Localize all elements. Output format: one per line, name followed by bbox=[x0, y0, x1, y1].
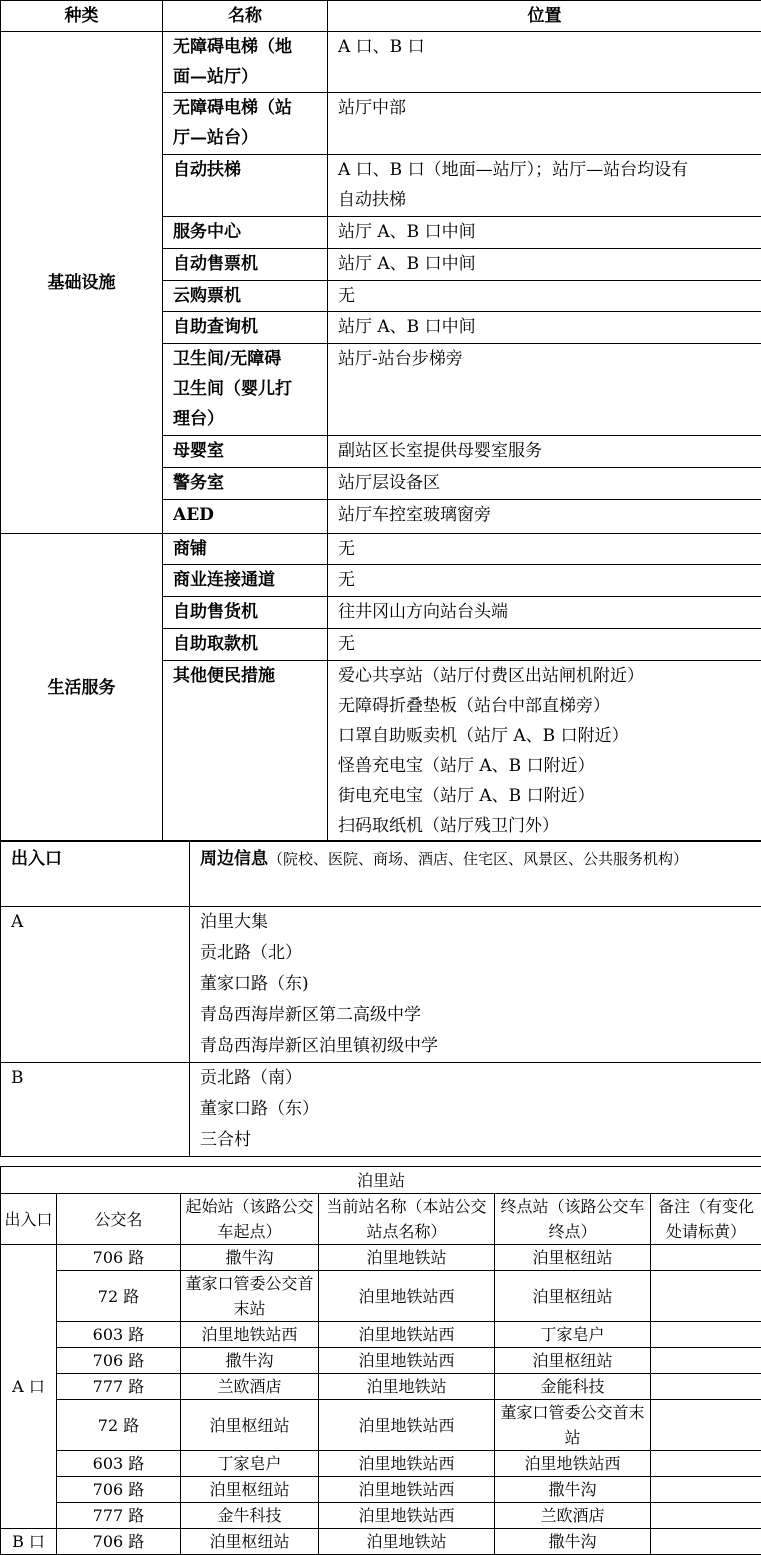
bus-header-row bbox=[1, 1194, 761, 1245]
bus-start-cell: 董家口管委公交首末站 bbox=[181, 1271, 319, 1322]
header-position: 位置 bbox=[328, 1, 761, 32]
bus-end-cell: 泊里地铁站西 bbox=[495, 1451, 651, 1477]
facility-position-line: 副站区长室提供母婴室服务 bbox=[338, 436, 755, 466]
place-item: 三合村 bbox=[200, 1125, 761, 1156]
facility-name-line: 卫生间（婴儿打 bbox=[173, 374, 321, 404]
bus-current-cell: 泊里地铁站西 bbox=[319, 1271, 495, 1322]
bus-bus-cell: 777 路 bbox=[57, 1503, 181, 1529]
facility-position bbox=[328, 217, 761, 249]
bus-start-cell: 金牛科技 bbox=[181, 1503, 319, 1529]
bus-end-cell: 兰欧酒店 bbox=[495, 1503, 651, 1529]
facility-name bbox=[163, 249, 328, 281]
facility-position bbox=[328, 312, 761, 344]
bus-current-cell: 泊里地铁站 bbox=[319, 1529, 495, 1555]
facility-position bbox=[328, 436, 761, 468]
facility-row bbox=[1, 32, 761, 93]
facility-position bbox=[328, 565, 761, 597]
facility-name-line: 厅—站台） bbox=[173, 123, 321, 153]
facility-name-line: 其他便民措施 bbox=[173, 661, 321, 691]
facility-name-line: 面—站厅） bbox=[173, 62, 321, 92]
bus-bus-cell: 72 路 bbox=[57, 1400, 181, 1451]
exit-b-cell: B 口 bbox=[1, 1529, 57, 1555]
facility-name bbox=[163, 32, 328, 93]
bus-bus-cell: 706 路 bbox=[57, 1245, 181, 1271]
bus-row bbox=[1, 1529, 761, 1555]
bus-end-cell: 泊里枢纽站 bbox=[495, 1245, 651, 1271]
bus-row bbox=[1, 1503, 761, 1529]
bus-current-cell: 泊里地铁站西 bbox=[319, 1348, 495, 1374]
bus-end-cell: 撒牛沟 bbox=[495, 1529, 651, 1555]
bus-current-cell: 泊里地铁站西 bbox=[319, 1477, 495, 1503]
bus-note-cell bbox=[651, 1322, 761, 1348]
exit-label: B bbox=[1, 1063, 190, 1157]
facility-name-line: 云购票机 bbox=[173, 281, 321, 311]
category-cell: 基础设施 bbox=[1, 32, 163, 534]
bus-bus-cell: 72 路 bbox=[57, 1271, 181, 1322]
facility-name-line: 自助售货机 bbox=[173, 597, 321, 627]
header-exit: 出入口 bbox=[1, 1194, 57, 1245]
facility-name bbox=[163, 436, 328, 468]
header-info bbox=[190, 841, 761, 907]
bus-note-cell bbox=[651, 1529, 761, 1555]
bus-row bbox=[1, 1451, 761, 1477]
places-cell bbox=[190, 1063, 761, 1157]
bus-start-cell: 兰欧酒店 bbox=[181, 1374, 319, 1400]
facility-name-line: 商业连接通道 bbox=[173, 565, 321, 595]
facility-position-line: 站厅-站台步梯旁 bbox=[338, 344, 755, 374]
surroundings-row-b bbox=[1, 1063, 761, 1157]
bus-bus-cell: 706 路 bbox=[57, 1348, 181, 1374]
facility-position-line: 口罩自助贩卖机（站厅 A、B 口附近） bbox=[338, 721, 755, 751]
bus-bus-cell: 603 路 bbox=[57, 1451, 181, 1477]
facility-position bbox=[328, 629, 761, 661]
bus-start-cell: 撒牛沟 bbox=[181, 1245, 319, 1271]
facility-position bbox=[328, 468, 761, 500]
facility-name-line: 自动售票机 bbox=[173, 249, 321, 279]
surroundings-table bbox=[0, 840, 761, 1157]
facility-position-line: 无 bbox=[338, 629, 755, 659]
facility-position-line: A 口、B 口（地面—站厅）；站厅—站台均设有 bbox=[338, 155, 755, 185]
facility-position-line: 爱心共享站（站厅付费区出站闸机附近） bbox=[338, 661, 755, 691]
facility-position bbox=[328, 661, 761, 842]
bus-start-cell: 泊里地铁站西 bbox=[181, 1322, 319, 1348]
bus-end-cell: 董家口管委公交首末站 bbox=[495, 1400, 651, 1451]
bus-bus-cell: 777 路 bbox=[57, 1374, 181, 1400]
bus-note-cell bbox=[651, 1400, 761, 1451]
header-name: 名称 bbox=[163, 1, 328, 32]
facility-name bbox=[163, 565, 328, 597]
place-item: 青岛西海岸新区第二高级中学 bbox=[200, 1000, 761, 1031]
facility-name-line: 卫生间/无障碍 bbox=[173, 344, 321, 374]
bus-current-cell: 泊里地铁站 bbox=[319, 1245, 495, 1271]
facility-name bbox=[163, 534, 328, 565]
bus-row bbox=[1, 1400, 761, 1451]
facility-position-line: 无 bbox=[338, 281, 755, 311]
bus-bus-cell: 706 路 bbox=[57, 1529, 181, 1555]
bus-end-cell: 丁家皂户 bbox=[495, 1322, 651, 1348]
header-end: 终点站（该路公交车终点） bbox=[495, 1194, 651, 1245]
bus-start-cell: 泊里枢纽站 bbox=[181, 1477, 319, 1503]
facility-position bbox=[328, 32, 761, 93]
bus-note-cell bbox=[651, 1271, 761, 1322]
facility-position-line: 无障碍折叠垫板（站台中部直梯旁） bbox=[338, 691, 755, 721]
places-cell bbox=[190, 907, 761, 1063]
facility-position bbox=[328, 344, 761, 436]
facility-position bbox=[328, 93, 761, 155]
place-item: 青岛西海岸新区泊里镇初级中学 bbox=[200, 1031, 761, 1062]
facility-position-line: 无 bbox=[338, 534, 755, 564]
station-title: 泊里站 bbox=[1, 1167, 761, 1194]
bus-bus-cell: 603 路 bbox=[57, 1322, 181, 1348]
facility-name bbox=[163, 217, 328, 249]
exit-label: A bbox=[1, 907, 190, 1063]
bus-note-cell bbox=[651, 1374, 761, 1400]
bus-start-cell: 泊里枢纽站 bbox=[181, 1400, 319, 1451]
surroundings-header-row bbox=[1, 841, 761, 907]
bus-current-cell: 泊里地铁站西 bbox=[319, 1400, 495, 1451]
bus-row bbox=[1, 1374, 761, 1400]
facility-position-line: 站厅中部 bbox=[338, 93, 755, 123]
exit-a-cell: A 口 bbox=[1, 1245, 57, 1529]
bus-table bbox=[0, 1166, 761, 1555]
facility-name-line: 警务室 bbox=[173, 468, 321, 498]
bus-start-cell: 泊里枢纽站 bbox=[181, 1529, 319, 1555]
bus-note-cell bbox=[651, 1348, 761, 1374]
facility-name-line: 母婴室 bbox=[173, 436, 321, 466]
bus-note-cell bbox=[651, 1503, 761, 1529]
bus-row bbox=[1, 1477, 761, 1503]
bus-note-cell bbox=[651, 1477, 761, 1503]
facility-name-line: 服务中心 bbox=[173, 217, 321, 247]
bus-bus-cell: 706 路 bbox=[57, 1477, 181, 1503]
facility-name-line: 无障碍电梯（站 bbox=[173, 93, 321, 123]
facility-name-line: 理台） bbox=[173, 404, 321, 434]
bus-station-row bbox=[1, 1167, 761, 1194]
facilities-header-row bbox=[1, 1, 761, 32]
facility-position-line: 站厅层设备区 bbox=[338, 468, 755, 498]
facility-position bbox=[328, 500, 761, 534]
bus-row bbox=[1, 1245, 761, 1271]
facility-position-line: 站厅车控室玻璃窗旁 bbox=[338, 500, 755, 530]
category-cell: 生活服务 bbox=[1, 534, 163, 842]
header-note: 备注（有变化处请标黄） bbox=[651, 1194, 761, 1245]
facility-name bbox=[163, 155, 328, 217]
facility-position bbox=[328, 534, 761, 565]
facility-name-line: AED bbox=[173, 500, 321, 530]
bus-body bbox=[1, 1245, 761, 1555]
place-item: 董家口路（东） bbox=[200, 1094, 761, 1125]
facility-name bbox=[163, 312, 328, 344]
facility-name-line: 无障碍电梯（地 bbox=[173, 32, 321, 62]
bus-end-cell: 泊里枢纽站 bbox=[495, 1271, 651, 1322]
facility-position-line: 怪兽充电宝（站厅 A、B 口附近） bbox=[338, 751, 755, 781]
facility-position-line: 自动扶梯 bbox=[338, 185, 755, 215]
header-info-subtitle: （院校、医院、商场、酒店、住宅区、风景区、公共服务机构） bbox=[268, 850, 688, 868]
facility-position-line: 无 bbox=[338, 565, 755, 595]
bus-note-cell bbox=[651, 1451, 761, 1477]
facility-position-line: A 口、B 口 bbox=[338, 32, 755, 62]
facility-row bbox=[1, 534, 761, 565]
facility-position-line: 街电充电宝（站厅 A、B 口附近） bbox=[338, 781, 755, 811]
bus-current-cell: 泊里地铁站西 bbox=[319, 1451, 495, 1477]
header-exit: 出入口 bbox=[1, 841, 190, 907]
facility-name-line: 自助查询机 bbox=[173, 312, 321, 342]
bus-end-cell: 撒牛沟 bbox=[495, 1477, 651, 1503]
facility-position bbox=[328, 281, 761, 312]
bus-row bbox=[1, 1322, 761, 1348]
facility-name-line: 商铺 bbox=[173, 534, 321, 564]
facility-position-line: 站厅 A、B 口中间 bbox=[338, 312, 755, 342]
bus-current-cell: 泊里地铁站西 bbox=[319, 1322, 495, 1348]
facility-position bbox=[328, 155, 761, 217]
facilities-body bbox=[1, 32, 761, 842]
facility-name bbox=[163, 468, 328, 500]
facility-name bbox=[163, 597, 328, 629]
header-current: 当前站名称（本站公交站点名称） bbox=[319, 1194, 495, 1245]
facility-position-line: 扫码取纸机（站厅残卫门外） bbox=[338, 811, 755, 841]
place-item: 泊里大集 bbox=[200, 907, 761, 938]
place-item: 贡北路（北） bbox=[200, 938, 761, 969]
facility-name bbox=[163, 281, 328, 312]
facility-position-line: 往井冈山方向站台头端 bbox=[338, 597, 755, 627]
place-item: 贡北路（南） bbox=[200, 1063, 761, 1094]
facility-name-line: 自动扶梯 bbox=[173, 155, 321, 185]
facility-name bbox=[163, 500, 328, 534]
facility-position-line: 站厅 A、B 口中间 bbox=[338, 249, 755, 279]
bus-end-cell: 金能科技 bbox=[495, 1374, 651, 1400]
header-info-title: 周边信息 bbox=[200, 849, 268, 869]
bus-row bbox=[1, 1348, 761, 1374]
header-start: 起始站（该路公交车起点） bbox=[181, 1194, 319, 1245]
facility-position bbox=[328, 597, 761, 629]
bus-row bbox=[1, 1271, 761, 1322]
header-category: 种类 bbox=[1, 1, 163, 32]
facility-name bbox=[163, 344, 328, 436]
bus-note-cell bbox=[651, 1245, 761, 1271]
facility-name bbox=[163, 629, 328, 661]
place-item: 董家口路（东) bbox=[200, 969, 761, 1000]
facility-name bbox=[163, 93, 328, 155]
bus-start-cell: 撒牛沟 bbox=[181, 1348, 319, 1374]
facility-position-line: 站厅 A、B 口中间 bbox=[338, 217, 755, 247]
facility-position bbox=[328, 249, 761, 281]
bus-current-cell: 泊里地铁站 bbox=[319, 1374, 495, 1400]
bus-end-cell: 泊里枢纽站 bbox=[495, 1348, 651, 1374]
bus-start-cell: 丁家皂户 bbox=[181, 1451, 319, 1477]
facility-name-line: 自助取款机 bbox=[173, 629, 321, 659]
surroundings-row-a bbox=[1, 907, 761, 1063]
bus-current-cell: 泊里地铁站西 bbox=[319, 1503, 495, 1529]
header-bus: 公交名 bbox=[57, 1194, 181, 1245]
facility-name bbox=[163, 661, 328, 842]
